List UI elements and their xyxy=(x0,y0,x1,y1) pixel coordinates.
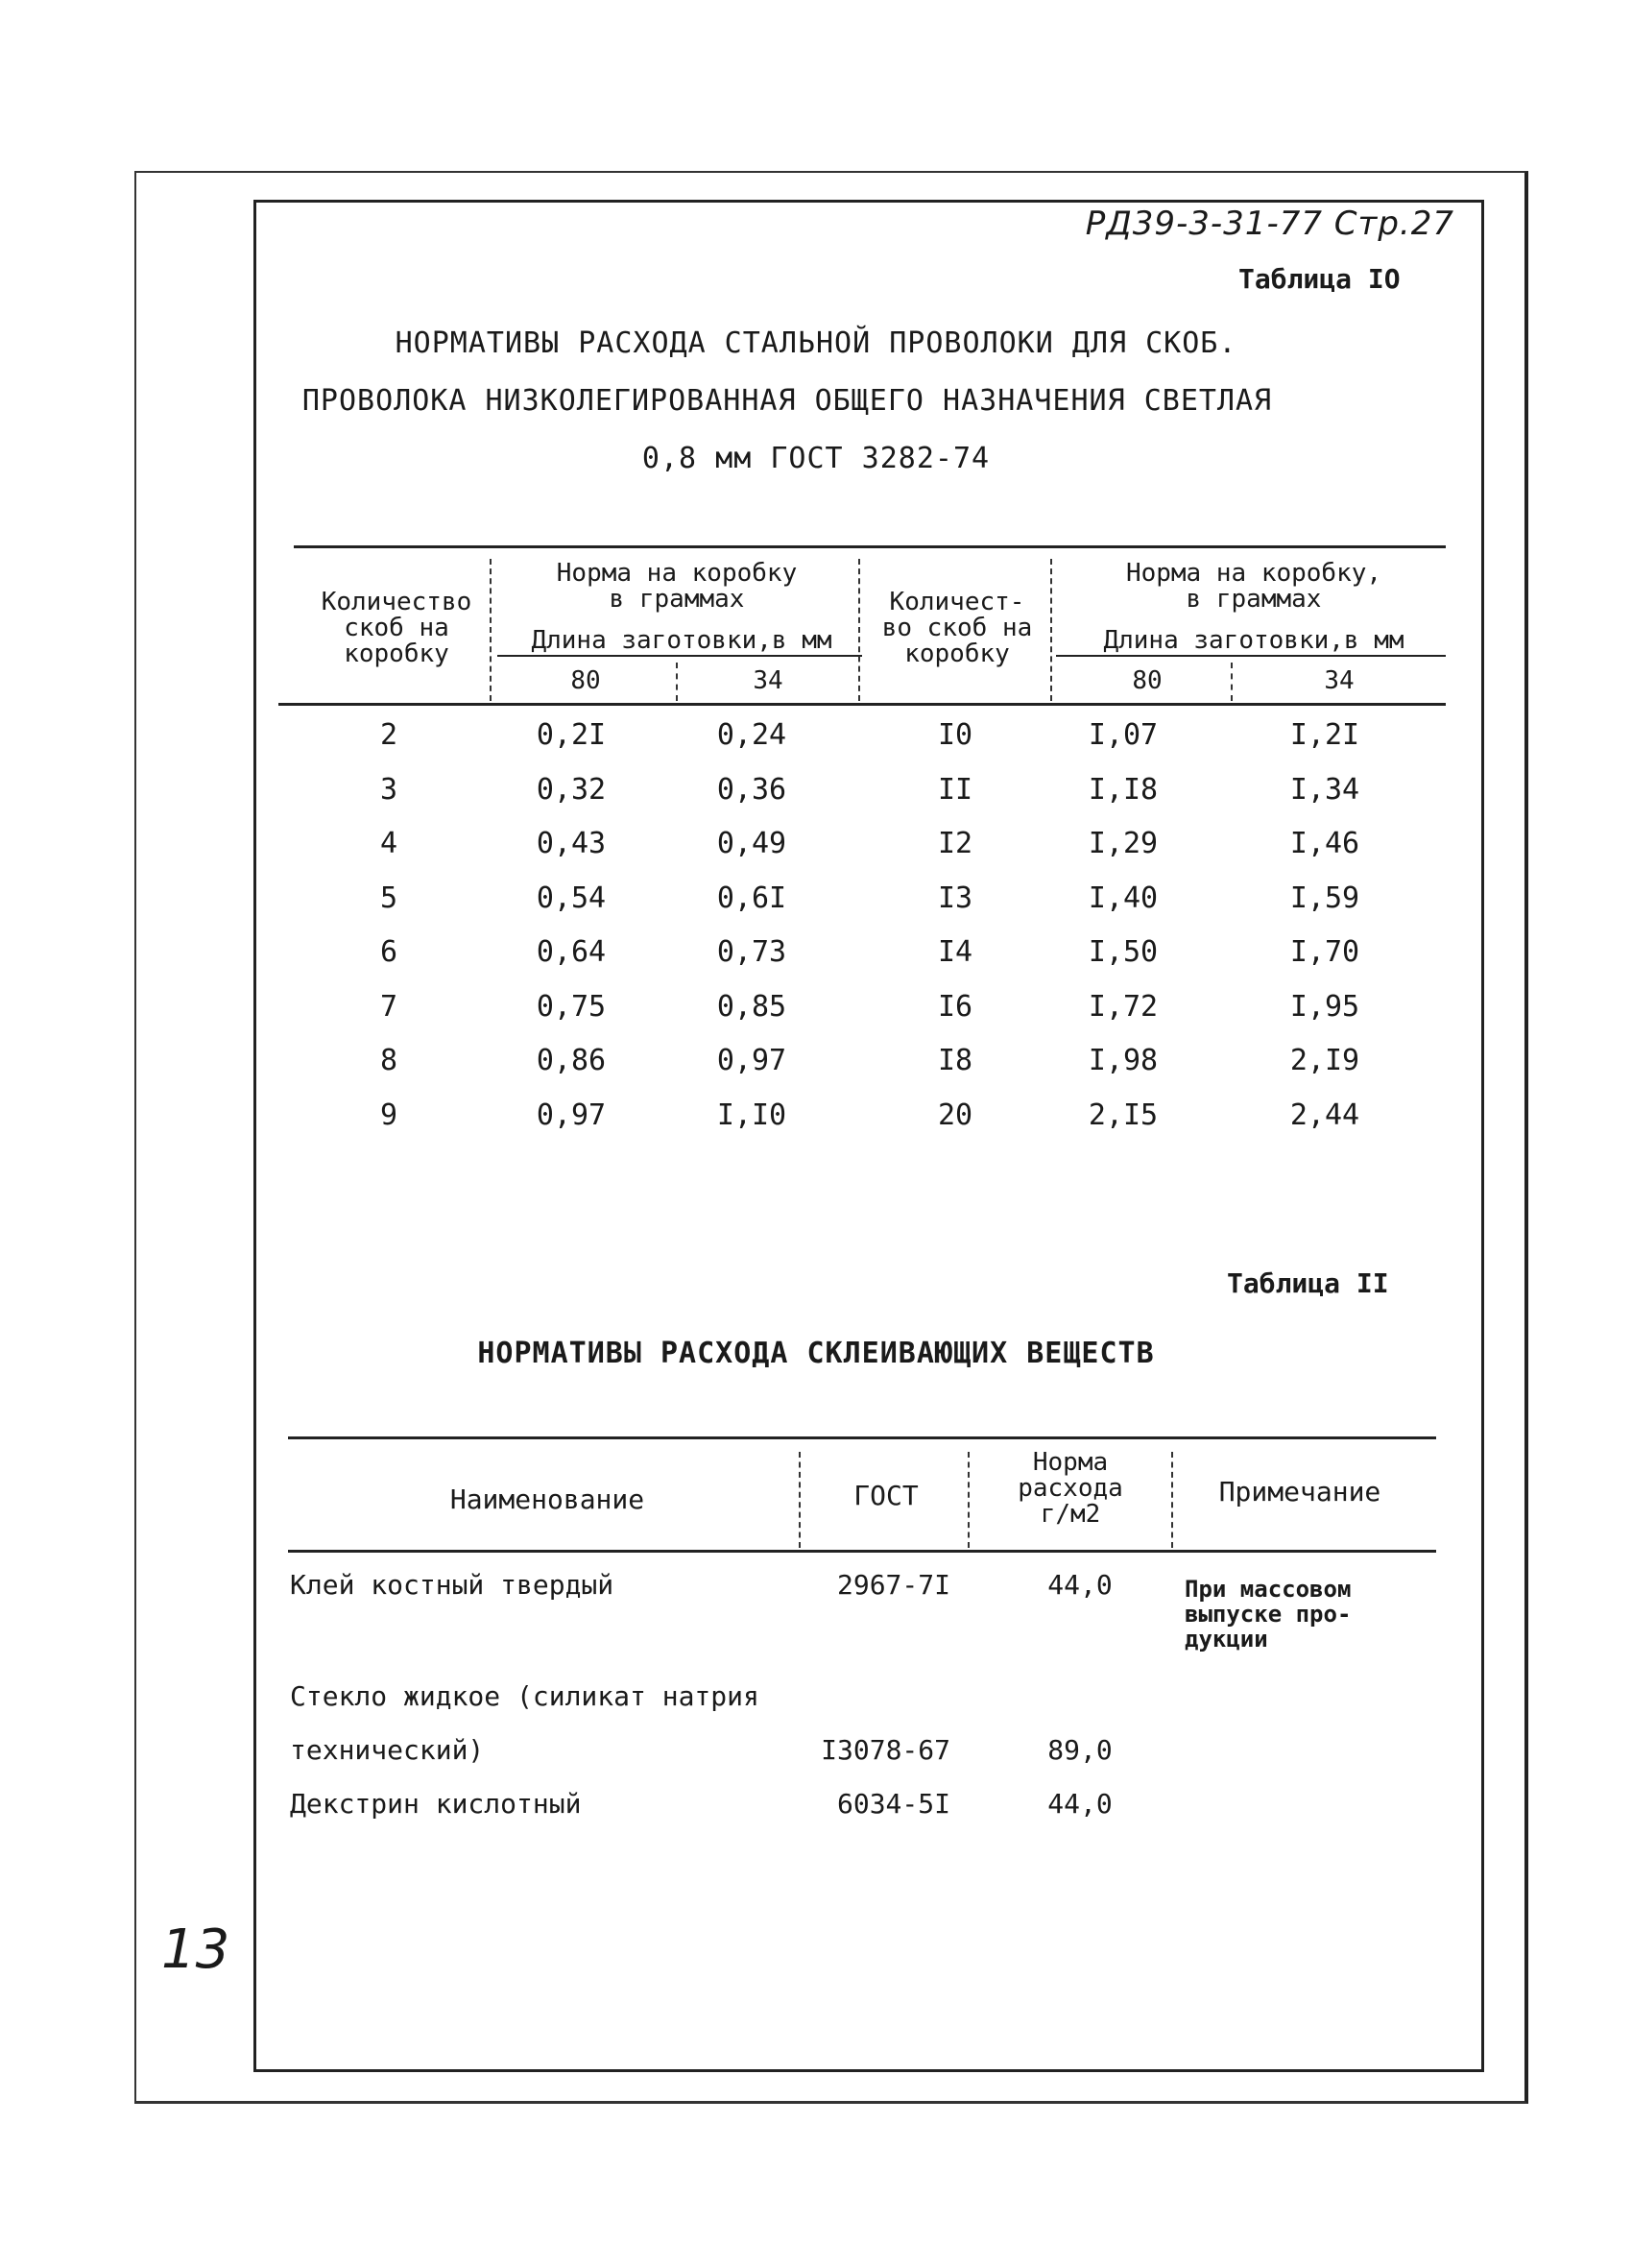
table-10-cell-norm-34: 0,36 xyxy=(716,772,787,807)
table-10-cell-norm2-34: I,34 xyxy=(1289,772,1360,807)
separator xyxy=(1231,663,1233,701)
separator xyxy=(968,1452,970,1548)
table-10-length-rule-left xyxy=(497,655,862,657)
separator xyxy=(490,559,492,701)
table-10-cell-norm2-80: I,72 xyxy=(1088,989,1159,1024)
separator xyxy=(676,663,678,701)
table-10-title-line-2: ПРОВОЛОКА НИЗКОЛЕГИРОВАННАЯ ОБЩЕГО НАЗНАЧЕНИЯ СВЕТЛАЯ xyxy=(301,384,1273,418)
header-norm-2: Норма на коробку, в граммах xyxy=(1125,559,1382,614)
table-10-cell-norm-80: 0,64 xyxy=(536,935,607,969)
table-10-cell-quantity-2: I6 xyxy=(937,989,973,1024)
adhesive-norm: 44,0 xyxy=(1047,1569,1113,1601)
header-length-80: 80 xyxy=(570,666,601,695)
table-10-cell-norm-80: 0,75 xyxy=(536,989,607,1024)
table-10-cell-norm-34: 0,73 xyxy=(716,935,787,969)
table-10-cell-norm-34: 0,6I xyxy=(716,881,787,915)
table-10-cell-norm2-34: I,70 xyxy=(1289,935,1360,969)
page-number: 13 xyxy=(161,1918,230,1981)
table-10-cell-norm2-34: I,2I xyxy=(1289,718,1360,752)
table-10-cell-norm2-80: I,07 xyxy=(1088,718,1159,752)
table-10-top-rule xyxy=(294,545,1446,548)
header-gost: ГОСТ xyxy=(853,1480,919,1511)
table-10-cell-quantity-2: I0 xyxy=(937,718,973,752)
table-10-cell-quantity-2: I2 xyxy=(937,827,973,860)
separator xyxy=(1171,1452,1173,1548)
header-note: Примечание xyxy=(1218,1476,1381,1508)
table-10-cell-norm2-34: I,46 xyxy=(1289,827,1360,860)
table-10-cell-norm2-34: I,95 xyxy=(1289,989,1360,1024)
table-10-cell-norm2-80: I,29 xyxy=(1088,827,1159,860)
table-10-cell-quantity-2: II xyxy=(937,772,973,807)
table-10-cell-quantity: 5 xyxy=(379,881,398,915)
table-10-cell-norm-80: 0,32 xyxy=(536,772,607,807)
table-10-cell-norm-34: I,I0 xyxy=(716,1098,787,1132)
adhesive-note-line: При массовом xyxy=(1185,1576,1352,1603)
adhesive-name: Декстрин кислотный xyxy=(290,1788,582,1820)
header-length: Длина заготовки,в мм xyxy=(531,626,832,655)
table-10-cell-quantity: 4 xyxy=(379,827,398,860)
table-10-cell-quantity-2: I4 xyxy=(937,935,973,969)
header-norm: Норма на коробку в граммах xyxy=(556,559,798,614)
table-10-cell-norm-34: 0,85 xyxy=(716,989,787,1024)
adhesive-note-line: выпуске про- xyxy=(1185,1601,1352,1628)
table-10-cell-quantity-2: I8 xyxy=(937,1044,973,1077)
table-10-cell-norm2-34: 2,44 xyxy=(1289,1098,1360,1132)
header-length-34-2: 34 xyxy=(1324,666,1355,695)
adhesive-name: технический) xyxy=(290,1734,485,1766)
adhesive-gost: 2967-7I xyxy=(836,1569,950,1601)
table-10-header-rule xyxy=(278,703,1446,706)
adhesive-note-line: дукции xyxy=(1185,1626,1268,1653)
table-10-cell-norm2-80: I,I8 xyxy=(1088,772,1159,807)
header-length-34: 34 xyxy=(753,666,783,695)
table-10-cell-quantity: 9 xyxy=(379,1098,398,1132)
table-10-cell-norm-80: 0,2I xyxy=(536,718,607,752)
table-11-title: НОРМАТИВЫ РАСХОДА СКЛЕИВАЮЩИХ ВЕЩЕСТВ xyxy=(477,1337,1155,1370)
table-10-length-rule-right xyxy=(1056,655,1446,657)
table-10-cell-norm2-80: 2,I5 xyxy=(1088,1098,1159,1132)
header-quantity-2: Количест- во скоб на коробку xyxy=(881,588,1033,668)
header-length-80-2: 80 xyxy=(1132,666,1163,695)
table-10-cell-norm-80: 0,54 xyxy=(536,881,607,915)
table-10-cell-norm2-80: I,40 xyxy=(1088,881,1159,915)
table-10-cell-quantity: 3 xyxy=(379,772,398,807)
document-code: РД39-3-31-77 Стр.27 xyxy=(1085,205,1454,243)
table-10-cell-norm-80: 0,97 xyxy=(536,1098,607,1132)
header-name: Наименование xyxy=(449,1484,645,1515)
table-10-cell-quantity-2: 20 xyxy=(937,1098,973,1132)
table-10-cell-norm-80: 0,86 xyxy=(536,1044,607,1077)
separator xyxy=(1050,559,1052,701)
table-10-cell-norm2-80: I,98 xyxy=(1088,1044,1159,1077)
table-11-label: Таблица II xyxy=(1227,1267,1389,1299)
table-10-cell-norm2-80: I,50 xyxy=(1088,935,1159,969)
table-11-top-rule xyxy=(288,1436,1436,1439)
table-10-cell-quantity: 8 xyxy=(379,1044,398,1077)
table-10-cell-quantity: 7 xyxy=(379,989,398,1024)
table-10-label: Таблица IO xyxy=(1238,263,1401,295)
table-11-header-rule xyxy=(288,1550,1436,1553)
table-10-cell-norm2-34: 2,I9 xyxy=(1289,1044,1360,1077)
table-10-cell-quantity: 6 xyxy=(379,935,398,969)
table-10-cell-norm-80: 0,43 xyxy=(536,827,607,860)
table-10-cell-norm-34: 0,97 xyxy=(716,1044,787,1077)
adhesive-name: Клей костный твердый xyxy=(290,1569,614,1601)
table-10-title-line-3: 0,8 мм ГОСТ 3282-74 xyxy=(641,442,991,475)
separator xyxy=(799,1452,801,1548)
adhesive-name: Стекло жидкое (силикат натрия xyxy=(290,1680,759,1712)
adhesive-gost: 6034-5I xyxy=(836,1788,950,1820)
table-10-cell-norm-34: 0,49 xyxy=(716,827,787,860)
table-10-cell-norm-34: 0,24 xyxy=(716,718,787,752)
table-10-cell-norm2-34: I,59 xyxy=(1289,881,1360,915)
adhesive-gost: I3078-67 xyxy=(821,1734,950,1766)
adhesive-norm: 44,0 xyxy=(1047,1788,1113,1820)
table-10-cell-quantity: 2 xyxy=(379,718,398,752)
table-10-title-line-1: НОРМАТИВЫ РАСХОДА СТАЛЬНОЙ ПРОВОЛОКИ ДЛЯ СКОБ. xyxy=(395,326,1237,360)
adhesive-norm: 89,0 xyxy=(1047,1734,1113,1766)
header-norm-rate: Норма расхода г/м2 xyxy=(1018,1448,1123,1529)
header-quantity: Количество скоб на коробку xyxy=(321,588,472,668)
table-10-cell-quantity-2: I3 xyxy=(937,881,973,915)
header-length-2: Длина заготовки,в мм xyxy=(1103,626,1404,655)
